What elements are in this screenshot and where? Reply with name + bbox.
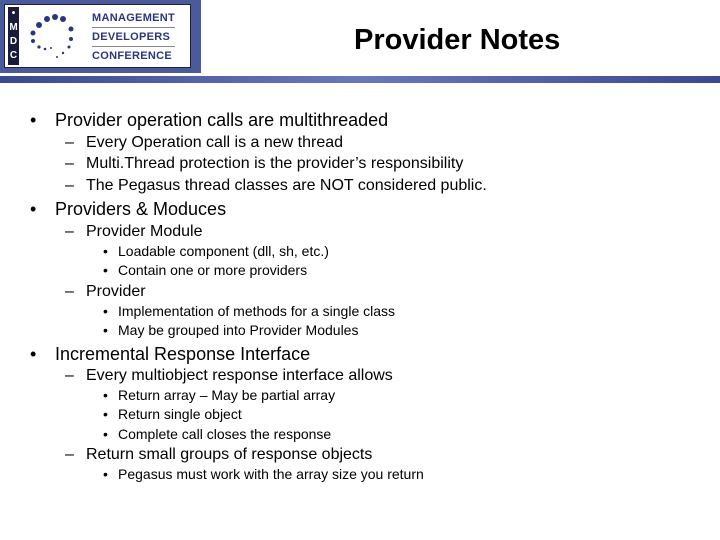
bullet-text: Return array – May be partial array [118,387,336,403]
bullet-marker: • [103,262,108,278]
bullet-level-3 [103,303,395,319]
bullet-text: Providers & Moduces [55,199,227,219]
bullet-marker: • [30,110,37,130]
bullet-level-2 [65,223,203,241]
bullet-marker: • [30,344,37,364]
bullet-text: Pegasus must work with the array size you return [118,466,424,482]
bullet-marker: – [65,446,74,463]
bullet-level-3 [103,466,424,482]
bullet-text: Return small groups of response objects [86,446,373,463]
bullet-level-3 [103,243,329,259]
bullet-marker: • [103,466,108,482]
bullet-level-2 [65,446,372,464]
bullet-level-1 [30,199,226,220]
bullet-marker: • [103,303,108,319]
logo-line: CONFERENCE [92,50,173,62]
bullet-text: Incremental Response Interface [55,344,311,364]
bullet-text: Provider [86,283,146,300]
bullet-text: Contain one or more providers [118,262,308,278]
bullet-level-2 [65,367,393,385]
bullet-marker: – [65,223,74,240]
bullet-marker: • [103,243,108,259]
bullet-level-2 [65,177,487,195]
logo-dots-icon [25,11,85,61]
bullet-level-2 [65,155,463,173]
bullet-marker: • [103,387,108,403]
bullet-level-3 [103,387,335,403]
bullet-text: Multi.Thread protection is the provider’s responsibility [86,155,464,172]
bullet-level-3 [103,262,307,278]
bullet-level-3 [103,406,242,422]
bullet-level-2 [65,134,343,152]
bullet-marker: – [65,155,74,172]
bullet-text: Provider Module [86,223,203,240]
bullet-marker: – [65,134,74,151]
bullet-level-2 [65,283,146,301]
bullet-marker: – [65,283,74,300]
bullet-marker: • [30,199,37,219]
logo-line: DEVELOPERS [92,28,175,47]
bullet-level-1 [30,110,388,131]
bullet-text: Implementation of methods for a single class [118,303,396,319]
bullet-marker: • [103,426,108,442]
bullet-level-3 [103,322,358,338]
bullet-text: Complete call closes the response [118,426,332,442]
bullet-text: The Pegasus thread classes are NOT considered public. [86,177,487,194]
header-divider [0,76,720,83]
mdc-logo [0,0,201,73]
logo-line: MANAGEMENT [92,9,175,28]
bullet-text: Every Operation call is a new thread [86,134,344,151]
bullet-level-1 [30,344,310,365]
bullet-text: Loadable component (dll, sh, etc.) [118,243,329,259]
bullet-text: Every multiobject response interface allows [86,367,393,384]
bullet-text: Provider operation calls are multithreaded [55,110,389,130]
bullet-text: May be grouped into Provider Modules [118,322,359,338]
bullet-marker: – [65,367,74,384]
bullet-level-3 [103,426,331,442]
bullet-marker: • [103,322,108,338]
slide-title: Provider Notes [354,24,561,56]
bullet-marker: – [65,177,74,194]
bullet-text: Return single object [118,406,242,422]
bullet-marker: • [103,406,108,422]
logo-letters: • M D C [8,7,19,65]
